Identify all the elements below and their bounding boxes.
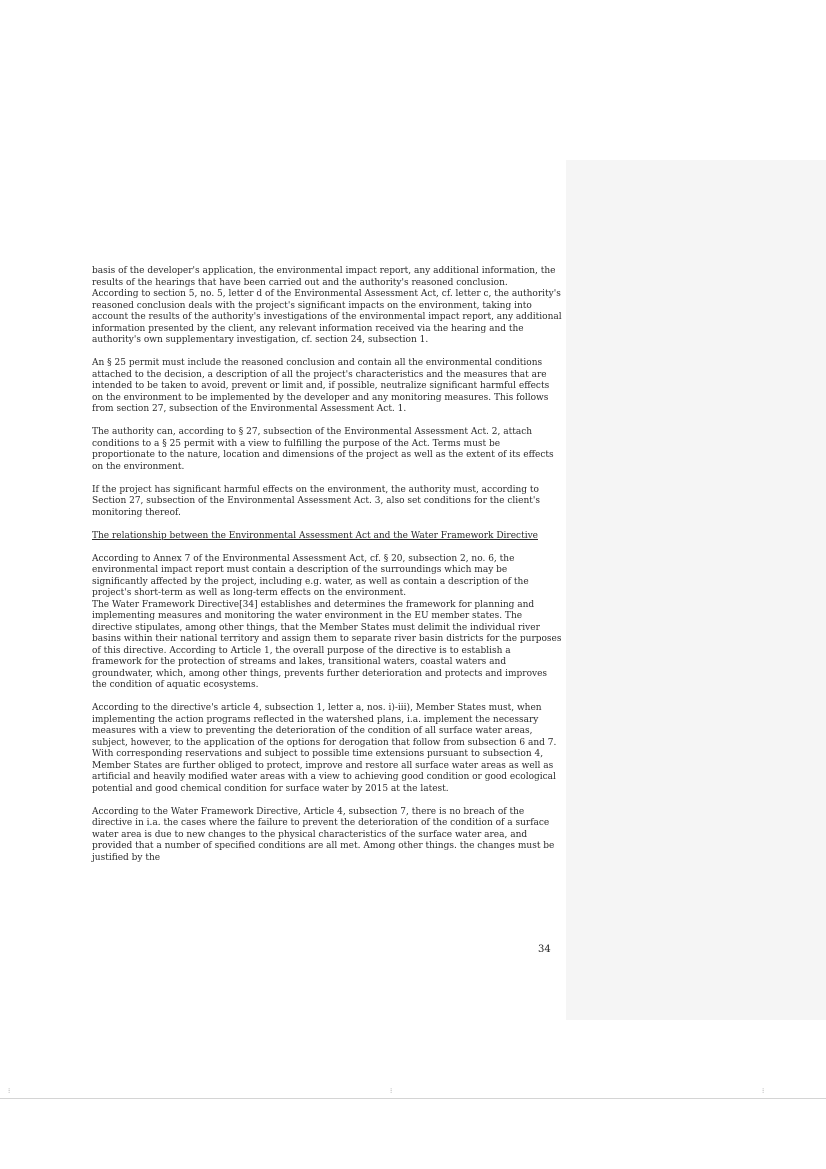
paragraph-9: According to the Water Framework Directive, Article 4, subsection 7, there is no breach of the directive in i.a. the cases where the failure to prevent the deterioration of the condition of a surface water area is due to new changes to the physical characteristics of the surface water area, and provided that a number of specified conditions are all met. Among other things. the changes must be justified by the xyxy=(92,806,555,863)
scan-mark-center: ⁝ xyxy=(390,1088,393,1095)
paragraph-4: The authority can, according to § 27, subsection of the Environmental Assessment Act. 2, attach conditions to a § 25 permit with a view to fulfilling the purpose of the Act. Terms must be proportionate to the nature, location and dimensions of the project as well as the extent of its effects on the environment. xyxy=(92,427,554,472)
paragraph-8: According to the directive's article 4, subsection 1, letter a, nos. i)-iii), Member States must, when implementing the action programs reflected in the watershed plans, i.a. implement the necessary measures with a view to preventing the deterioration of the condition of all surface water areas, subject, however, to the application of the options for derogation that follow from subsection 6 and 7. With corresponding reservations and subject to possible time extensions pursuant to subsection 4, Member States are further obliged to protect, improve and restore all surface water areas as well as artificial and heavily modified water areas with a view to achieving good condition or good ecological potential and good chemical condition for surface water by 2015 at the latest. xyxy=(92,703,557,794)
paragraph-5: If the project has significant harmful effects on the environment, the authority must, according to Section 27, subsection of the Environmental Assessment Act. 3, also set conditions for the client's monitoring thereof. xyxy=(92,484,540,518)
scan-shadow xyxy=(566,160,826,1020)
paragraph-6: According to Annex 7 of the Environmental Assessment Act, cf. § 20, subsection 2, no. 6, the environmental impact report must contain a description of the surroundings which may be significantly affected by the project, including e.g. water, as well as contain a description of the project's short-term as well as long-term effects on the environment. xyxy=(92,553,529,598)
body-text xyxy=(92,266,562,876)
scan-fold-line xyxy=(0,1098,826,1099)
paragraph-1: basis of the developer's application, the environmental impact report, any additional information, the results of the hearings that have been carried out and the authority's reasoned conclusion. xyxy=(92,266,556,288)
paragraph-2: According to section 5, no. 5, letter d of the Environmental Assessment Act, cf. letter c, the authority's reasoned conclusion deals with the project's significant impacts on the environment, taking into account the results of the authority's investigations of the environmental impact report, any additional information presented by the client, any relevant information received via the hearing and the authority's own supplementary investigation, cf. section 24, subsection 1. xyxy=(92,289,562,345)
paragraph-7: The Water Framework Directive[34] establishes and determines the framework for planning and implementing measures and monitoring the water environment in the EU member states. The directive stipulates, among other things, that the Member States must delimit the individual river basins within their national territory and assign them to separate river basin districts for the purposes of this directive. According to Article 1, the overall purpose of the directive is to establish a framework for the protection of streams and lakes, transitional waters, coastal waters and groundwater, which, among other things, prevents further deterioration and protects and improves the condition of aquatic ecosystems. xyxy=(92,599,562,690)
paragraph-3: An § 25 permit must include the reasoned conclusion and contain all the environmental conditions attached to the decision, a description of all the project's characteristics and the measures that are intended to be taken to avoid, prevent or limit and, if possible, neutralize significant harmful effects on the environment to be implemented by the developer and any monitoring measures. This follows from section 27, subsection of the Environmental Assessment Act. 1. xyxy=(92,358,550,414)
scan-mark-right: ⁝ xyxy=(762,1088,765,1095)
scan-mark-left: ⁝ xyxy=(8,1088,11,1095)
page-number: 34 xyxy=(538,944,551,955)
section-heading: The relationship between the Environmental Assessment Act and the Water Framework Directive xyxy=(92,530,538,541)
